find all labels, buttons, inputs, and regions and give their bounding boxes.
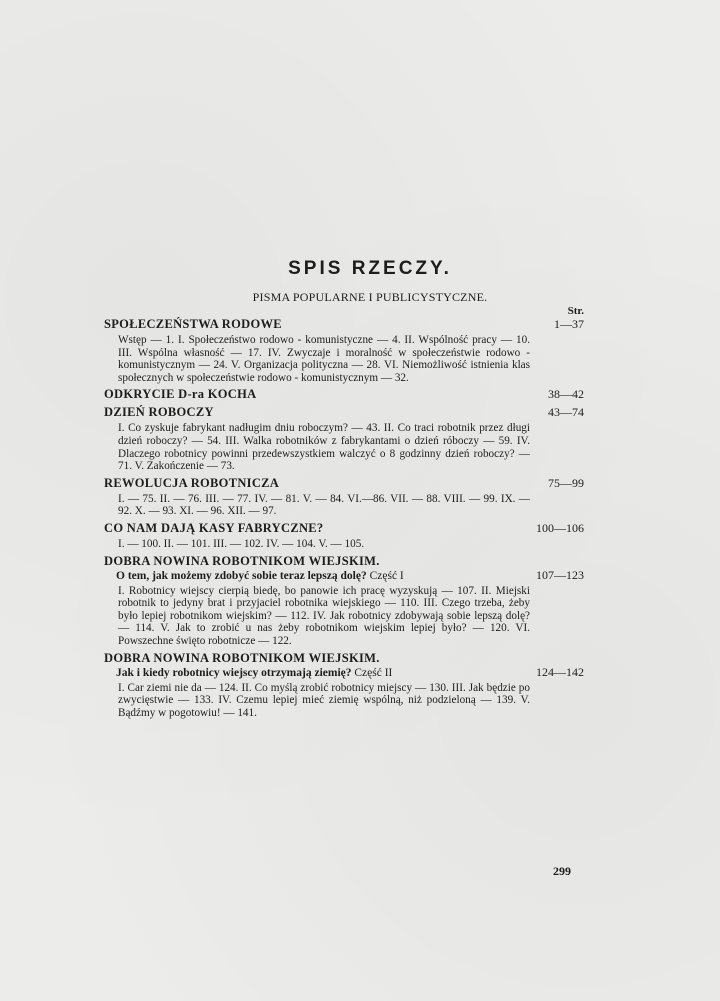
- entry-pages: 75—99: [548, 475, 584, 490]
- entry-pages: 100—106: [536, 520, 584, 535]
- entry-pages: 107—123: [536, 567, 584, 582]
- entry-title: DOBRA NOWINA ROBOTNIKOM WIEJSKIM.: [104, 553, 380, 568]
- entry-subheading: O tem, jak możemy zdobyć sobie teraz lepszą dolę?: [116, 569, 367, 582]
- entry-contents: I. Car ziemi nie da — 124. II. Co myślą zrobić robotnicy miejscy — 130. III. Jak będzie po zwycięstwie — 133. IV. Czemu lepiej mieć ziemię wspólną, niż podzieloną — 139. V. Bądźmy w pogotowiu! — 141.: [118, 681, 530, 719]
- entry-title: DZIEŃ ROBOCZY: [104, 405, 214, 420]
- toc-entry: [104, 317, 584, 384]
- entry-contents: I. — 75. II. — 76. III. — 77. IV. — 81. V. — 84. VI.—86. VII. — 88. VIII. — 99. IX. — 92. X. — 93. XI. — 96. XII. — 97.: [118, 492, 530, 518]
- entry-pages: 38—42: [548, 387, 584, 402]
- entry-pages: 124—142: [536, 664, 584, 679]
- toc-entry: [104, 521, 584, 551]
- toc-entry: [104, 387, 584, 402]
- section-subtitle: PISMA POPULARNE I PUBLICYSTYCZNE.: [252, 290, 488, 304]
- table-of-contents: [104, 258, 584, 719]
- entry-title: SPOŁECZEŃSTWA RODOWE: [104, 317, 282, 331]
- entry-title: REWOLUCJA ROBOTNICZA: [104, 475, 280, 490]
- entry-contents: I. Co zyskuje fabrykant nadługim dniu roboczym? — 43. II. Co traci robotnik przez długi dzień roboczy? — 54. III. Walka robotników z fabrykantami o dzień róboczy — 59. IV. Dlaczego robotnicy powinni przedewszystkiem walczyć o 8 godzinny dzień roboczy? — 71. V. Zakończenie — 73.: [118, 422, 530, 473]
- toc-entry: [104, 476, 584, 518]
- entry-pages: 1—37: [554, 317, 584, 331]
- entry-part: Część II: [354, 666, 393, 679]
- entry-part: Część I: [369, 569, 404, 582]
- toc-entry: [104, 554, 584, 648]
- page-number: 299: [553, 864, 571, 878]
- entry-contents: I. — 100. II. — 101. III. — 102. IV. — 104. V. — 105.: [118, 537, 365, 550]
- pages-column-label: Str.: [567, 305, 584, 317]
- entry-title: ODKRYCIE D-ra KOCHA: [104, 387, 257, 402]
- toc-entry: [104, 651, 584, 720]
- entry-title: DOBRA NOWINA ROBOTNIKOM WIEJSKIM.: [104, 650, 380, 665]
- entry-pages: 43—74: [548, 405, 584, 420]
- entry-contents: I. Robotnicy wiejscy cierpią biedę, bo panowie ich pracę wyzyskują — 107. II. Miejski robotnik to jedyny brat i przyjaciel robotnika wiejskiego — 110. III. Czego trzeba, żeby było lepiej robotnikom wiejskim? — 112. IV. Jak robotnicy zdobywają sobie lepszą dolę? — 114. V. Jak to zrobić u nas żeby robotnikom wiejskim lepiej było? — 120. VI. Powszechne święto robotnicze — 122.: [118, 584, 530, 647]
- entry-contents: Wstęp — 1. I. Społeczeństwo rodowo - komunistyczne — 4. II. Wspólność pracy — 10. III. Wspólna własność — 17. IV. Zwyczaje i moralność w społeczeństwie rodowo - komunistycznym — 24. V. Organizacja polityczna — 28. VI. Niemożliwość istnienia klas społecznych w społeczeństwie rodowo - komunistycznym — 32.: [118, 334, 530, 384]
- entry-title: CO NAM DAJĄ KASY FABRYCZNE?: [104, 520, 324, 535]
- entry-subheading: Jak i kiedy robotnicy wiejscy otrzymają ziemię?: [116, 666, 352, 679]
- toc-entry: [104, 405, 584, 472]
- page-title: SPIS RZECZY.: [288, 258, 452, 279]
